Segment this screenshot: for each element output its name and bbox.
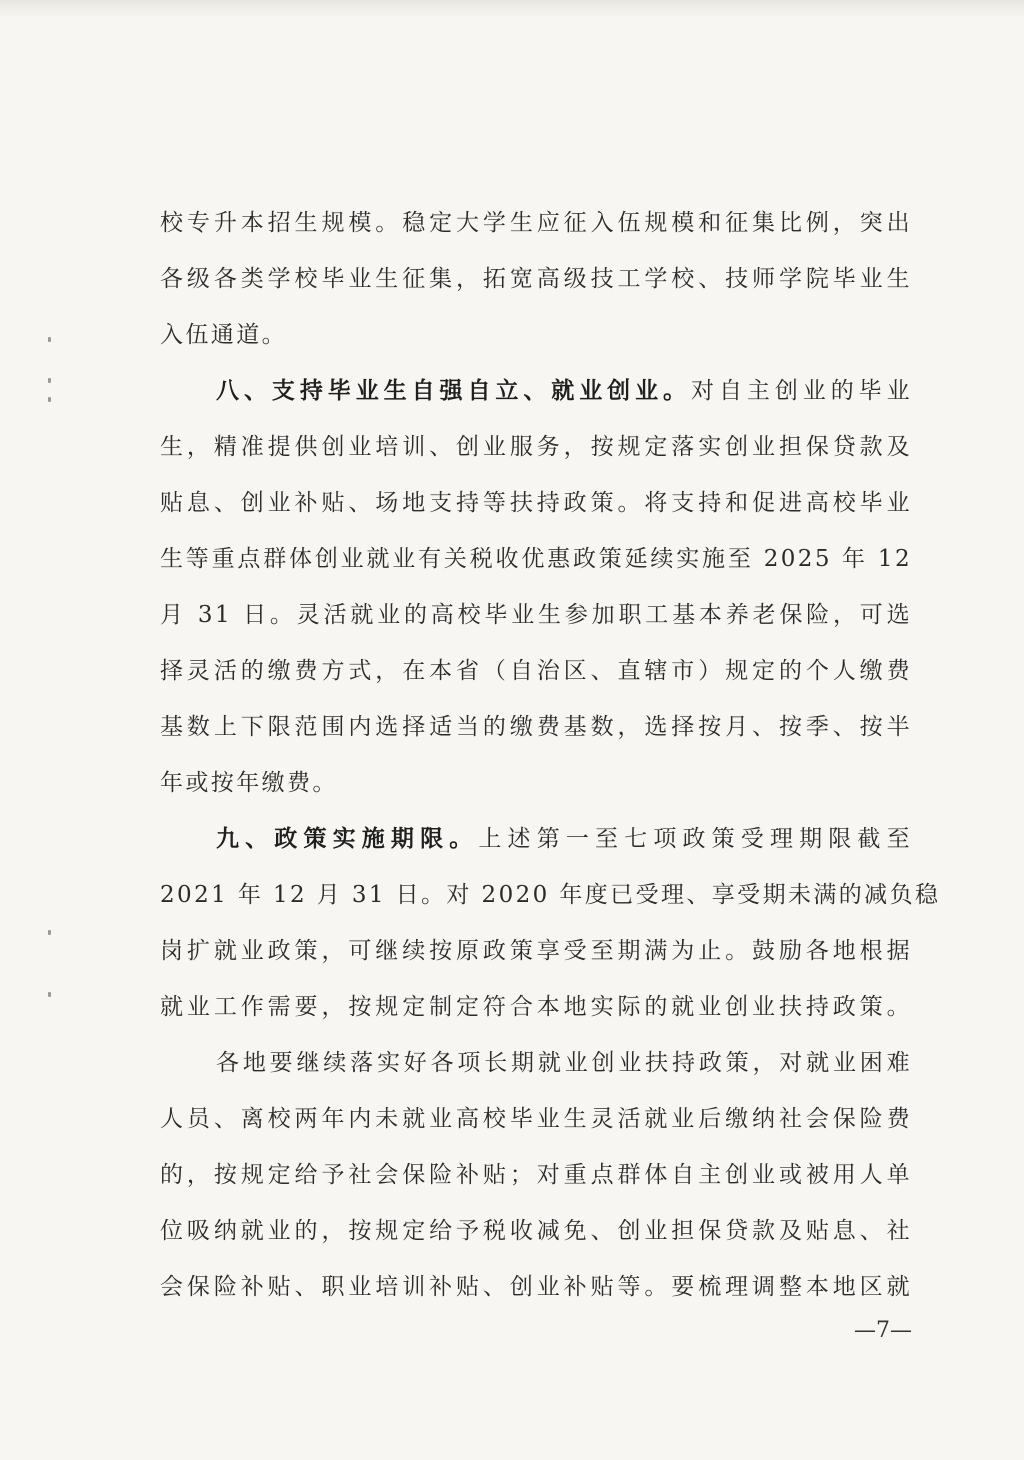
section-8-heading: 八、支持毕业生自强自立、就业创业。	[216, 378, 691, 404]
paragraph-line: 各地要继续落实好各项长期就业创业扶持政策，对就业困难	[216, 1050, 912, 1076]
scan-shadow	[0, 0, 1024, 18]
paragraph-line: 生，精准提供创业培训、创业服务，按规定落实创业担保贷款及	[160, 434, 912, 460]
paragraph-line: 就业工作需要，按规定制定符合本地实际的就业创业扶持政策。	[160, 994, 912, 1020]
paragraph-line: 岗扩就业政策，可继续按原政策享受至期满为止。鼓励各地根据	[160, 938, 912, 964]
margin-mark	[48, 930, 51, 935]
paragraph-line: 入伍通道。	[160, 322, 287, 348]
paragraph-line: 校专升本招生规模。稳定大学生应征入伍规模和征集比例，突出	[160, 210, 912, 236]
paragraph-line: 择灵活的缴费方式，在本省（自治区、直辖市）规定的个人缴费	[160, 658, 912, 684]
paragraph-line: 的，按规定给予社会保险补贴；对重点群体自主创业或被用人单	[160, 1162, 912, 1188]
section-9-heading: 九、政策实施期限。	[216, 826, 479, 852]
paragraph-line: 位吸纳就业的，按规定给予税收减免、创业担保贷款及贴息、社	[160, 1218, 912, 1244]
section-8-first-line	[216, 376, 912, 406]
paragraph-line: 会保险补贴、职业培训补贴、创业补贴等。要梳理调整本地区就	[160, 1274, 912, 1300]
paragraph-line: 基数上下限范围内选择适当的缴费基数，选择按月、按季、按半	[160, 714, 912, 740]
margin-mark	[48, 397, 51, 402]
paragraph-line: 人员、离校两年内未就业高校毕业生灵活就业后缴纳社会保险费	[160, 1106, 912, 1132]
margin-mark	[48, 378, 51, 383]
section-9-first-line	[216, 824, 912, 854]
paragraph-line: 月 31 日。灵活就业的高校毕业生参加职工基本养老保险，可选	[160, 602, 912, 628]
paragraph-line: 2021 年 12 月 31 日。对 2020 年度已受理、享受期未满的减负稳	[160, 882, 941, 908]
paragraph-line: 生等重点群体创业就业有关税收优惠政策延续实施至 2025 年 12	[160, 546, 912, 572]
paragraph-line: 各级各类学校毕业生征集，拓宽高级技工学校、技师学院毕业生	[160, 266, 912, 292]
section-8-text: 对自主创业的毕业	[691, 378, 912, 404]
page-number: —7—	[854, 1318, 912, 1343]
margin-mark	[48, 337, 51, 342]
section-9-text: 上述第一至七项政策受理期限截至	[478, 826, 912, 852]
margin-mark	[48, 992, 51, 997]
paragraph-line: 贴息、创业补贴、场地支持等扶持政策。将支持和促进高校毕业	[160, 490, 912, 516]
paragraph-line: 年或按年缴费。	[160, 770, 338, 796]
